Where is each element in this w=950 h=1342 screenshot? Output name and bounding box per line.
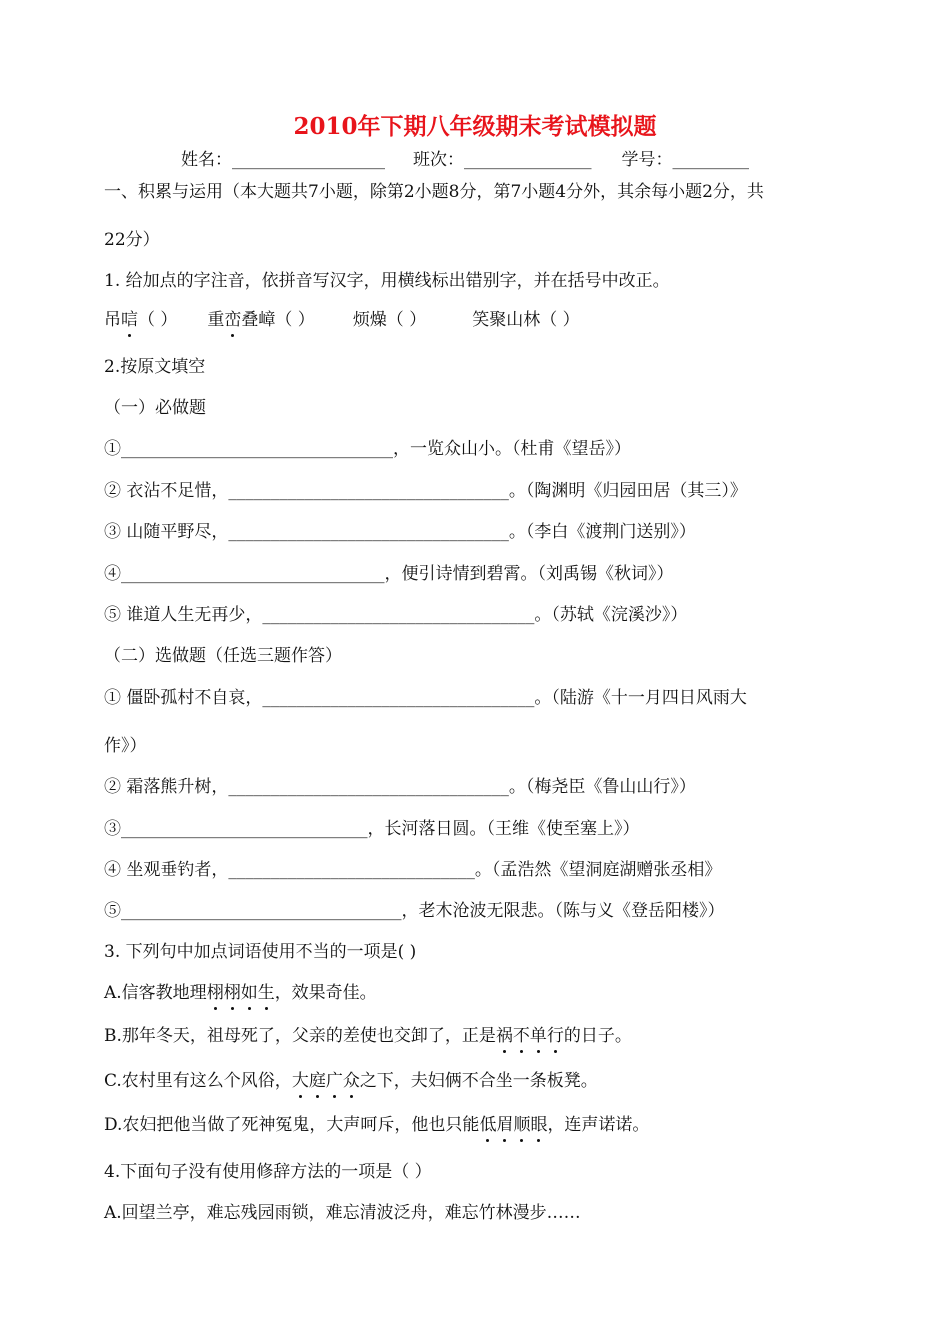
- q1-items: [104, 308, 580, 332]
- q1-item: 吊唁（ ）: [104, 310, 178, 330]
- q1-item: 笑聚山林（ ）: [472, 310, 580, 330]
- q2-heading: 2.按原文填空: [104, 357, 206, 377]
- q2-optional-item: ① 僵卧孤村不自哀，________________________________。（陆游《十一月四日风雨大: [104, 688, 747, 708]
- q1-item: 重峦叠嶂（ ）: [207, 310, 315, 330]
- q3-option: D.农妇把他当做了死神冤鬼，大声呵斥，他也只能低眉顺眼，连声诺诺。: [104, 1115, 650, 1135]
- q2-required-item: ③ 山随平野尽，_________________________________。（李白《渡荆门送别》）: [104, 522, 696, 542]
- number-field: 学号：_________: [621, 150, 749, 170]
- q2-optional-item: ⑤_________________________________，老木沧波无限悲。（陈与义《登岳阳楼》）: [104, 901, 725, 921]
- q3-option: A.信客教地理栩栩如生，效果奇佳。: [104, 983, 377, 1003]
- q1-item: 烦燥（ ）: [352, 310, 427, 330]
- q2-required-heading: （一）必做题: [104, 398, 206, 418]
- q3-text: 3. 下列句中加点词语使用不当的一项是( ): [104, 942, 417, 962]
- q2-required-item: ⑤ 谁道人生无再少，________________________________。（苏轼《浣溪沙》）: [104, 605, 688, 625]
- q1-text: 1. 给加点的字注音，依拼音写汉字，用横线标出错别字，并在括号中改正。: [104, 271, 670, 291]
- name-field: 姓名：__________________: [181, 150, 385, 170]
- section1-heading-cont: 22分）: [104, 230, 160, 250]
- section1-heading: 一、积累与运用（本大题共7小题，除第2小题8分，第7小题4分外，其余每小题2分，共: [104, 182, 764, 202]
- q3-option: C.农村里有这么个风俗，大庭广众之下，夫妇俩不合坐一条板凳。: [104, 1071, 598, 1091]
- q3-option: B.那年冬天，祖母死了，父亲的差使也交卸了，正是祸不单行的日子。: [104, 1026, 632, 1046]
- q4-option: A.回望兰亭，难忘残园雨锁，难忘清波泛舟，难忘竹林漫步……: [104, 1203, 581, 1223]
- student-info: [181, 148, 749, 172]
- class-field: 班次：_______________: [413, 150, 592, 170]
- q2-required-item: ①________________________________，一览众山小。（杜甫《望岳》）: [104, 439, 631, 459]
- q2-optional-heading: （二）选做题（任选三题作答）: [104, 646, 342, 666]
- q2-required-item: ④_______________________________，便引诗情到碧霄。（刘禹锡《秋词》）: [104, 564, 674, 584]
- q2-optional-item: ④ 坐观垂钓者，_____________________________。（孟浩然《望洞庭湖赠张丞相》: [104, 860, 722, 880]
- q2-optional-item: ③_____________________________，长河落日圆。（王维《使至塞上》）: [104, 819, 640, 839]
- q2-optional-item: ② 霜落熊升树，_________________________________。（梅尧臣《鲁山山行》）: [104, 777, 696, 797]
- exam-title: 2010年下期八年级期末考试模拟题: [293, 113, 657, 140]
- q2-optional-item: 作》）: [104, 736, 147, 756]
- q2-required-item: ② 衣沾不足惜，_________________________________。（陶渊明《归园田居（其三）》: [104, 481, 747, 501]
- q4-text: 4.下面句子没有使用修辞方法的一项是（ ）: [104, 1162, 432, 1182]
